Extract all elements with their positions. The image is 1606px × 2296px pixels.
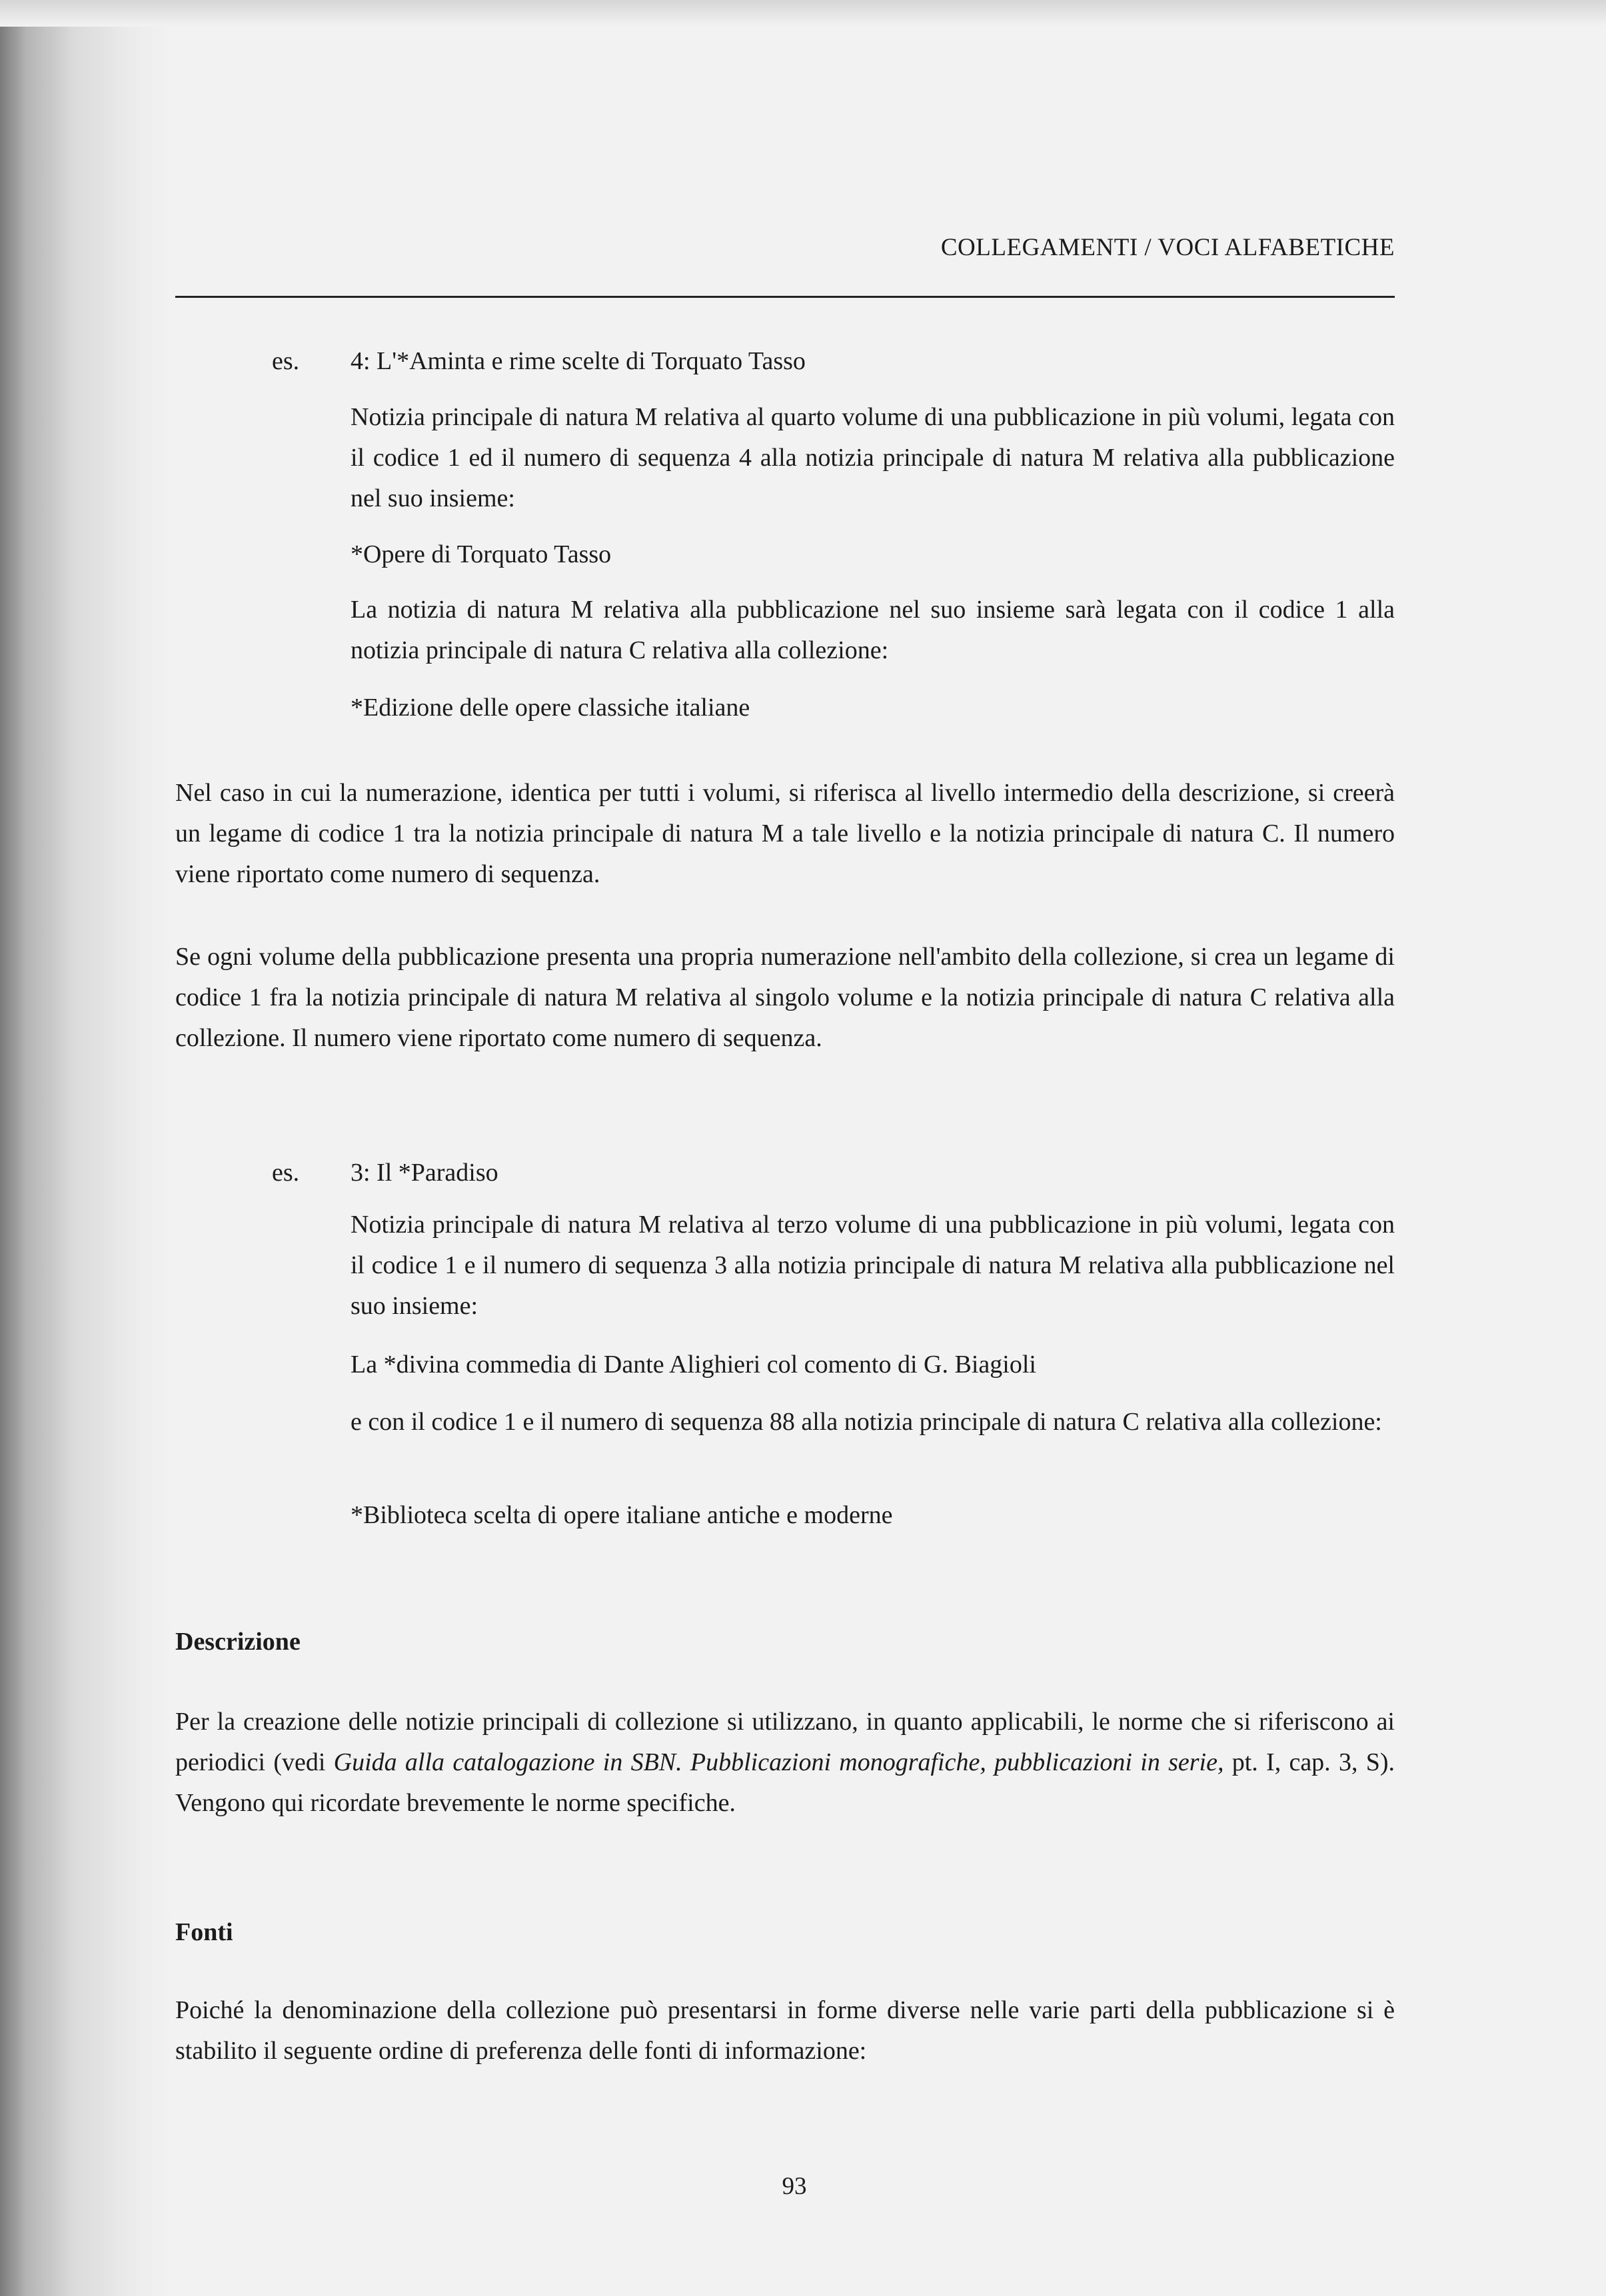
body-paragraph: Se ogni volume della pubblicazione presenta una propria numerazione nell'ambito della collezione, si crea un legame di codice 1 fra la notizia principale di natura M relativa al singolo volume e la notizia principale di natura C relativa alla collezione. Il numero viene riportato come numero di sequenza.	[175, 943, 1395, 1052]
example-title: *Edizione delle opere classiche italiane	[351, 694, 750, 722]
section-heading: Fonti	[175, 1918, 233, 1946]
page-number: 93	[782, 2173, 807, 2200]
header-rule	[175, 296, 1395, 298]
body-paragraph: Poiché la denominazione della collezione può presentarsi in forme diverse nelle varie parti della pubblicazione si è stabilito il seguente ordine di preferenza delle fonti di informazione:	[175, 1996, 1395, 2065]
running-head: COLLEGAMENTI / VOCI ALFABETICHE	[940, 234, 1395, 261]
example-title: La *divina commedia di Dante Alighieri col comento di G. Biagioli	[351, 1351, 1036, 1379]
example-title: *Opere di Torquato Tasso	[351, 540, 612, 568]
example-note: Notizia principale di natura M relativa al terzo volume di una pubblicazione in più volumi, legata con il codice 1 e il numero di sequenza 3 alla notizia principale di natura M relativa alla pubblicazione nel suo insieme:	[351, 1211, 1395, 1320]
example-label: es.	[272, 1159, 300, 1187]
example-note: Notizia principale di natura M relativa al quarto volume di una pubblicazione in più volumi, legata con il codice 1 ed il numero di sequenza 4 alla notizia principale di natura M relativa alla pubblicazione nel suo insieme:	[351, 403, 1395, 512]
example-entry: 3: Il *Paradiso	[351, 1159, 498, 1187]
document-page	[175, 0, 1395, 2296]
section-heading: Descrizione	[175, 1628, 301, 1656]
example-note: e con il codice 1 e il numero di sequenza 88 alla notizia principale di natura C relativa alla collezione:	[351, 1408, 1382, 1436]
example-title: *Biblioteca scelta di opere italiane antiche e moderne	[351, 1501, 893, 1529]
example-note: La notizia di natura M relativa alla pubblicazione nel suo insieme sarà legata con il codice 1 alla notizia principale di natura C relativa alla collezione:	[351, 596, 1395, 664]
body-paragraph: Per la creazione delle notizie principali di collezione si utilizzano, in quanto applicabili, le norme che si riferiscono ai periodici (vedi Guida alla catalogazione in SBN. Pubblicazioni monografiche, pubblicazioni in serie, pt. I, cap. 3, S). Vengono qui ricordate brevemente le norme specifiche.	[175, 1708, 1395, 1817]
body-paragraph: Nel caso in cui la numerazione, identica per tutti i volumi, si riferisca al livello intermedio della descrizione, si creerà un legame di codice 1 tra la notizia principale di natura M a tale livello e la notizia principale di natura C. Il numero viene riportato come numero di sequenza.	[175, 779, 1395, 888]
page-gutter-shadow	[0, 0, 173, 2296]
example-label: es.	[272, 347, 300, 375]
example-entry: 4: L'*Aminta e rime scelte di Torquato Tasso	[351, 347, 806, 375]
